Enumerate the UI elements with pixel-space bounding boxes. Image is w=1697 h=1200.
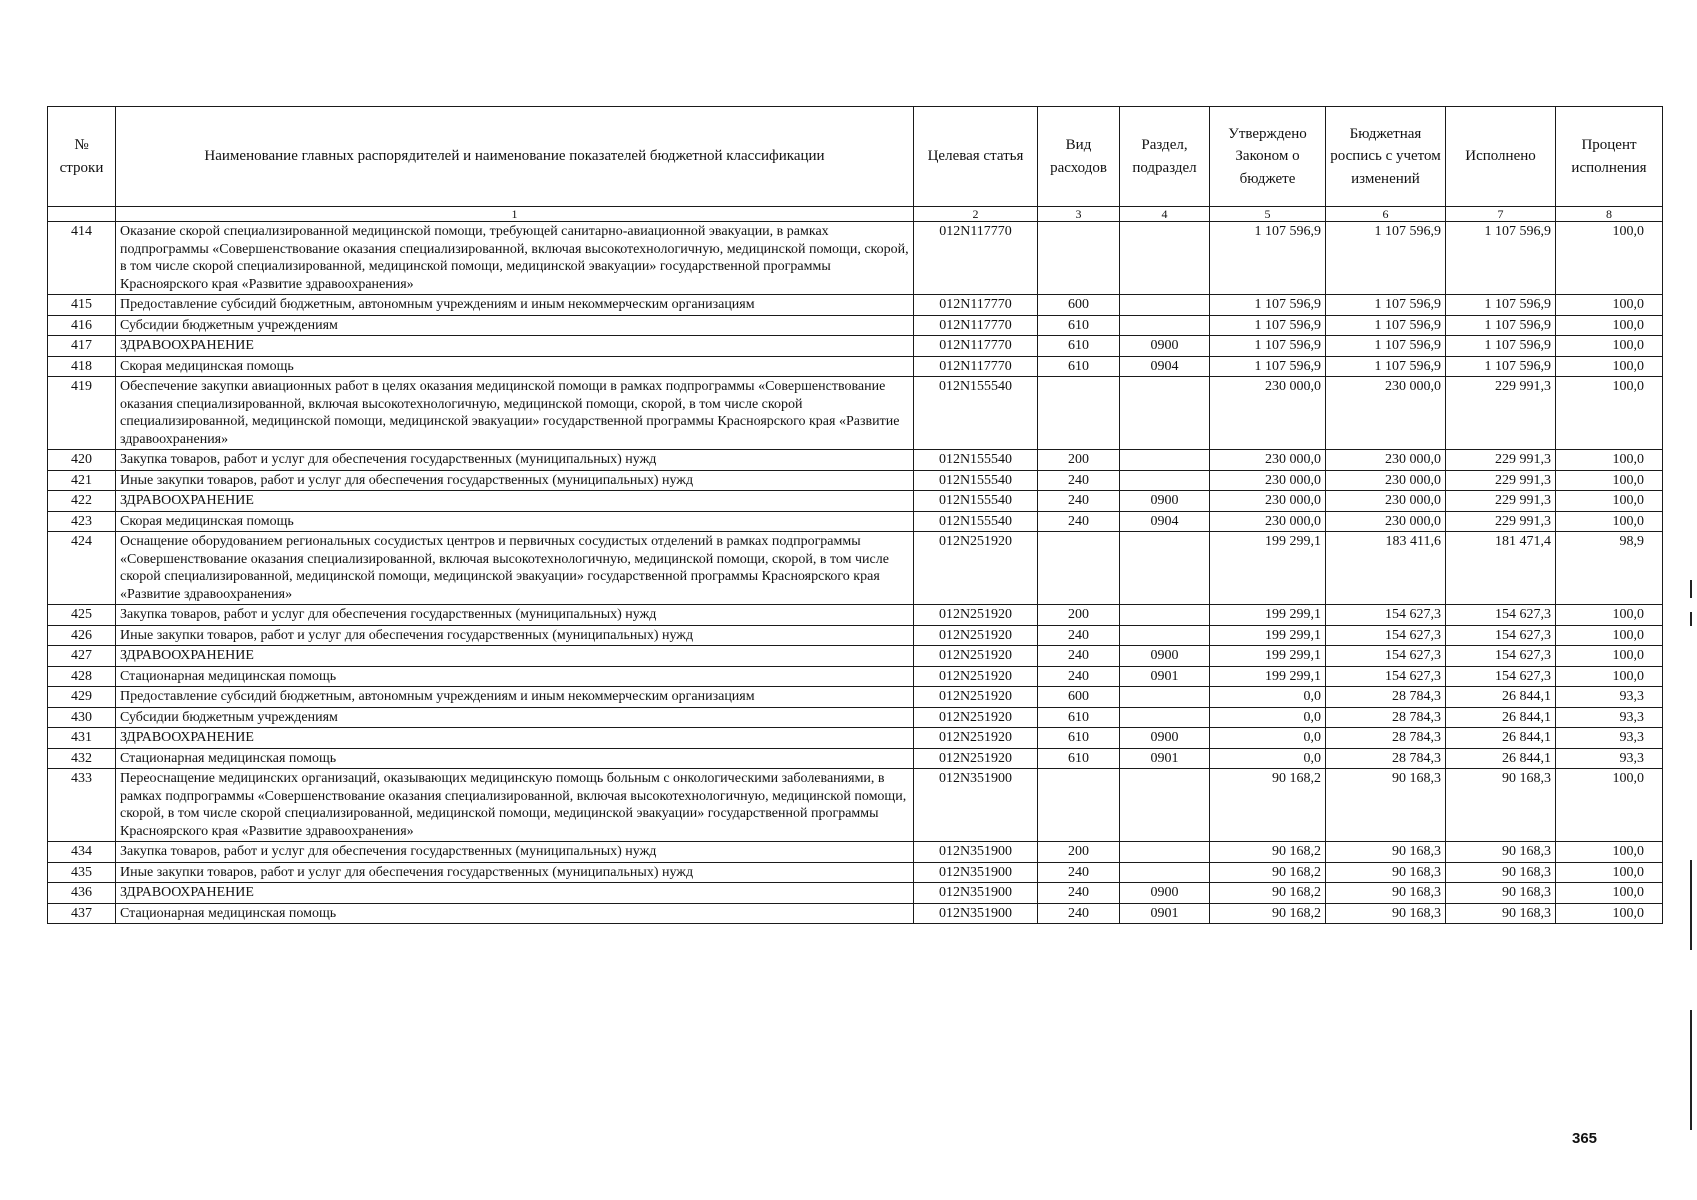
scan-edge-mark <box>1690 612 1692 626</box>
table-row <box>48 903 1663 924</box>
executed-amount: 229 991,3 <box>1446 511 1556 532</box>
execution-percent: 100,0 <box>1556 377 1663 450</box>
header-name: Наименование главных распорядителей и наименование показателей бюджетной классификации <box>116 107 914 207</box>
budget-schedule-amount: 230 000,0 <box>1326 450 1446 471</box>
row-number: 427 <box>48 646 116 667</box>
table-row <box>48 222 1663 295</box>
indicator-name: ЗДРАВООХРАНЕНИЕ <box>116 728 914 749</box>
table-row <box>48 707 1663 728</box>
approved-amount: 0,0 <box>1210 707 1326 728</box>
section-code: 0900 <box>1120 883 1210 904</box>
row-number: 435 <box>48 862 116 883</box>
row-number: 414 <box>48 222 116 295</box>
expense-type-code: 240 <box>1038 883 1120 904</box>
executed-amount: 1 107 596,9 <box>1446 315 1556 336</box>
row-number: 416 <box>48 315 116 336</box>
column-number: 5 <box>1210 207 1326 222</box>
expense-type-code: 610 <box>1038 748 1120 769</box>
execution-percent: 100,0 <box>1556 450 1663 471</box>
row-number: 424 <box>48 532 116 605</box>
target-article-code: 012N251920 <box>914 646 1038 667</box>
row-number: 423 <box>48 511 116 532</box>
expense-type-code: 240 <box>1038 646 1120 667</box>
executed-amount: 90 168,3 <box>1446 842 1556 863</box>
executed-amount: 154 627,3 <box>1446 605 1556 626</box>
executed-amount: 154 627,3 <box>1446 666 1556 687</box>
target-article-code: 012N251920 <box>914 625 1038 646</box>
target-article-code: 012N155540 <box>914 377 1038 450</box>
target-article-code: 012N155540 <box>914 511 1038 532</box>
execution-percent: 100,0 <box>1556 222 1663 295</box>
execution-percent: 100,0 <box>1556 605 1663 626</box>
executed-amount: 26 844,1 <box>1446 728 1556 749</box>
budget-schedule-amount: 230 000,0 <box>1326 491 1446 512</box>
column-number: 4 <box>1120 207 1210 222</box>
execution-percent: 100,0 <box>1556 769 1663 842</box>
row-number: 420 <box>48 450 116 471</box>
expense-type-code: 600 <box>1038 295 1120 316</box>
budget-schedule-amount: 154 627,3 <box>1326 646 1446 667</box>
expense-type-code: 200 <box>1038 450 1120 471</box>
expense-type-code: 240 <box>1038 491 1120 512</box>
table-row <box>48 356 1663 377</box>
table-row <box>48 769 1663 842</box>
table-row <box>48 687 1663 708</box>
budget-schedule-amount: 230 000,0 <box>1326 470 1446 491</box>
approved-amount: 0,0 <box>1210 728 1326 749</box>
row-number: 417 <box>48 336 116 357</box>
indicator-name: Иные закупки товаров, работ и услуг для обеспечения государственных (муниципальных) нужд <box>116 625 914 646</box>
indicator-name: Субсидии бюджетным учреждениям <box>116 315 914 336</box>
section-code <box>1120 625 1210 646</box>
approved-amount: 90 168,2 <box>1210 883 1326 904</box>
expense-type-code: 610 <box>1038 707 1120 728</box>
header-budget-schedule: Бюджетная роспись с учетом изменений <box>1326 107 1446 207</box>
approved-amount: 1 107 596,9 <box>1210 336 1326 357</box>
table-row <box>48 605 1663 626</box>
target-article-code: 012N117770 <box>914 315 1038 336</box>
executed-amount: 229 991,3 <box>1446 491 1556 512</box>
table-row <box>48 295 1663 316</box>
target-article-code: 012N251920 <box>914 605 1038 626</box>
expense-type-code <box>1038 532 1120 605</box>
budget-schedule-amount: 28 784,3 <box>1326 728 1446 749</box>
row-number: 434 <box>48 842 116 863</box>
executed-amount: 1 107 596,9 <box>1446 295 1556 316</box>
table-row <box>48 883 1663 904</box>
executed-amount: 26 844,1 <box>1446 748 1556 769</box>
approved-amount: 0,0 <box>1210 748 1326 769</box>
budget-schedule-amount: 1 107 596,9 <box>1326 315 1446 336</box>
section-code: 0900 <box>1120 491 1210 512</box>
execution-percent: 100,0 <box>1556 295 1663 316</box>
executed-amount: 26 844,1 <box>1446 707 1556 728</box>
executed-amount: 90 168,3 <box>1446 903 1556 924</box>
approved-amount: 199 299,1 <box>1210 666 1326 687</box>
execution-percent: 100,0 <box>1556 491 1663 512</box>
indicator-name: Оснащение оборудованием региональных сосудистых центров и первичных сосудистых отделений в рамках подпрограммы «Совершенствование оказания специализированной, включая высокотехнологичную, медицинской помощи, скорой, в том числе скорой специализированной, медицинской помощи, медицинской эвакуации» государственной программы Красноярского края «Развитие здравоохранения» <box>116 532 914 605</box>
target-article-code: 012N251920 <box>914 532 1038 605</box>
expense-type-code: 610 <box>1038 315 1120 336</box>
column-number: 6 <box>1326 207 1446 222</box>
target-article-code: 012N117770 <box>914 356 1038 377</box>
approved-amount: 230 000,0 <box>1210 377 1326 450</box>
target-article-code: 012N251920 <box>914 707 1038 728</box>
executed-amount: 26 844,1 <box>1446 687 1556 708</box>
header-row <box>48 107 1663 207</box>
executed-amount: 181 471,4 <box>1446 532 1556 605</box>
execution-percent: 100,0 <box>1556 903 1663 924</box>
page-number: 365 <box>1572 1130 1598 1147</box>
indicator-name: Предоставление субсидий бюджетным, автономным учреждениям и иным некоммерческим организациям <box>116 687 914 708</box>
approved-amount: 199 299,1 <box>1210 605 1326 626</box>
executed-amount: 1 107 596,9 <box>1446 222 1556 295</box>
table-row <box>48 470 1663 491</box>
indicator-name: Стационарная медицинская помощь <box>116 903 914 924</box>
execution-percent: 100,0 <box>1556 883 1663 904</box>
section-code <box>1120 842 1210 863</box>
target-article-code: 012N251920 <box>914 748 1038 769</box>
budget-schedule-amount: 90 168,3 <box>1326 769 1446 842</box>
row-number: 428 <box>48 666 116 687</box>
section-code <box>1120 532 1210 605</box>
approved-amount: 90 168,2 <box>1210 842 1326 863</box>
expense-type-code <box>1038 377 1120 450</box>
row-number: 422 <box>48 491 116 512</box>
indicator-name: Предоставление субсидий бюджетным, автономным учреждениям и иным некоммерческим организациям <box>116 295 914 316</box>
table-row <box>48 842 1663 863</box>
header-section: Раздел, подраздел <box>1120 107 1210 207</box>
execution-percent: 100,0 <box>1556 511 1663 532</box>
approved-amount: 0,0 <box>1210 687 1326 708</box>
indicator-name: Стационарная медицинская помощь <box>116 666 914 687</box>
column-number: 2 <box>914 207 1038 222</box>
section-code <box>1120 707 1210 728</box>
section-code: 0904 <box>1120 356 1210 377</box>
approved-amount: 1 107 596,9 <box>1210 222 1326 295</box>
table-row <box>48 377 1663 450</box>
row-number: 432 <box>48 748 116 769</box>
section-code: 0900 <box>1120 728 1210 749</box>
approved-amount: 90 168,2 <box>1210 903 1326 924</box>
execution-percent: 100,0 <box>1556 862 1663 883</box>
table-body <box>48 222 1663 924</box>
target-article-code: 012N155540 <box>914 450 1038 471</box>
approved-amount: 199 299,1 <box>1210 646 1326 667</box>
expense-type-code: 200 <box>1038 842 1120 863</box>
budget-schedule-amount: 154 627,3 <box>1326 605 1446 626</box>
target-article-code: 012N155540 <box>914 491 1038 512</box>
section-code: 0900 <box>1120 336 1210 357</box>
section-code <box>1120 470 1210 491</box>
section-code <box>1120 450 1210 471</box>
column-number: 3 <box>1038 207 1120 222</box>
indicator-name: Субсидии бюджетным учреждениям <box>116 707 914 728</box>
section-code <box>1120 687 1210 708</box>
indicator-name: ЗДРАВООХРАНЕНИЕ <box>116 336 914 357</box>
row-number: 418 <box>48 356 116 377</box>
row-number: 426 <box>48 625 116 646</box>
budget-schedule-amount: 90 168,3 <box>1326 903 1446 924</box>
header-approved: Утверждено Законом о бюджете <box>1210 107 1326 207</box>
target-article-code: 012N155540 <box>914 470 1038 491</box>
execution-percent: 93,3 <box>1556 748 1663 769</box>
execution-percent: 100,0 <box>1556 336 1663 357</box>
indicator-name: Оказание скорой специализированной медицинской помощи, требующей санитарно-авиационной эвакуации, в рамках подпрограммы «Совершенствование оказания специализированной, включая высокотехнологичную, медицинской помощи, скорой, в том числе скорой специализированной, медицинской помощи, медицинской эвакуации» государственной программы Красноярского края «Развитие здравоохранения» <box>116 222 914 295</box>
section-code <box>1120 222 1210 295</box>
budget-schedule-amount: 154 627,3 <box>1326 625 1446 646</box>
table-row <box>48 862 1663 883</box>
row-number: 415 <box>48 295 116 316</box>
scan-edge-mark <box>1690 860 1692 950</box>
header-executed: Исполнено <box>1446 107 1556 207</box>
scan-edge-mark <box>1690 1010 1692 1130</box>
section-code: 0900 <box>1120 646 1210 667</box>
expense-type-code: 240 <box>1038 666 1120 687</box>
target-article-code: 012N117770 <box>914 222 1038 295</box>
budget-schedule-amount: 154 627,3 <box>1326 666 1446 687</box>
table-row <box>48 491 1663 512</box>
header-percent: Процент исполнения <box>1556 107 1663 207</box>
column-number: 7 <box>1446 207 1556 222</box>
table-row <box>48 666 1663 687</box>
budget-schedule-amount: 28 784,3 <box>1326 687 1446 708</box>
table-row <box>48 450 1663 471</box>
scan-edge-mark <box>1690 580 1692 598</box>
execution-percent: 100,0 <box>1556 666 1663 687</box>
indicator-name: Иные закупки товаров, работ и услуг для обеспечения государственных (муниципальных) нужд <box>116 470 914 491</box>
target-article-code: 012N351900 <box>914 842 1038 863</box>
budget-schedule-amount: 1 107 596,9 <box>1326 336 1446 357</box>
executed-amount: 154 627,3 <box>1446 625 1556 646</box>
target-article-code: 012N251920 <box>914 687 1038 708</box>
row-number: 419 <box>48 377 116 450</box>
expense-type-code: 240 <box>1038 625 1120 646</box>
expense-type-code <box>1038 222 1120 295</box>
approved-amount: 1 107 596,9 <box>1210 315 1326 336</box>
approved-amount: 230 000,0 <box>1210 450 1326 471</box>
target-article-code: 012N351900 <box>914 903 1038 924</box>
budget-execution-table <box>47 106 1663 924</box>
execution-percent: 93,3 <box>1556 687 1663 708</box>
expense-type-code: 610 <box>1038 336 1120 357</box>
execution-percent: 100,0 <box>1556 842 1663 863</box>
expense-type-code: 610 <box>1038 728 1120 749</box>
expense-type-code: 610 <box>1038 356 1120 377</box>
row-number: 425 <box>48 605 116 626</box>
approved-amount: 90 168,2 <box>1210 862 1326 883</box>
executed-amount: 1 107 596,9 <box>1446 356 1556 377</box>
section-code <box>1120 769 1210 842</box>
execution-percent: 93,3 <box>1556 707 1663 728</box>
execution-percent: 100,0 <box>1556 646 1663 667</box>
table-header <box>48 107 1663 222</box>
indicator-name: Переоснащение медицинских организаций, оказывающих медицинскую помощь больным с онкологическими заболеваниями, в рамках подпрограммы «Совершенствование оказания специализированной, включая высокотехнологичную, медицинской помощи, скорой, в том числе скорой специализированной, медицинской помощи, медицинской эвакуации» государственной программы Красноярского края «Развитие здравоохранения» <box>116 769 914 842</box>
budget-schedule-amount: 90 168,3 <box>1326 842 1446 863</box>
expense-type-code: 240 <box>1038 903 1120 924</box>
execution-percent: 93,3 <box>1556 728 1663 749</box>
table-row <box>48 336 1663 357</box>
indicator-name: Иные закупки товаров, работ и услуг для обеспечения государственных (муниципальных) нужд <box>116 862 914 883</box>
approved-amount: 90 168,2 <box>1210 769 1326 842</box>
table-row <box>48 511 1663 532</box>
indicator-name: Закупка товаров, работ и услуг для обеспечения государственных (муниципальных) нужд <box>116 450 914 471</box>
budget-schedule-amount: 183 411,6 <box>1326 532 1446 605</box>
indicator-name: Обеспечение закупки авиационных работ в целях оказания медицинской помощи в рамках подпрограммы «Совершенствование оказания специализированной, включая высокотехнологичную, медицинской помощи, скорой, в том числе скорой специализированной, медицинской помощи, медицинской эвакуации» государственной программы Красноярского края «Развитие здравоохранения» <box>116 377 914 450</box>
execution-percent: 100,0 <box>1556 356 1663 377</box>
header-target-article: Целевая статья <box>914 107 1038 207</box>
executed-amount: 90 168,3 <box>1446 862 1556 883</box>
execution-percent: 100,0 <box>1556 470 1663 491</box>
expense-type-code: 600 <box>1038 687 1120 708</box>
executed-amount: 90 168,3 <box>1446 883 1556 904</box>
column-number: 1 <box>116 207 914 222</box>
budget-schedule-amount: 230 000,0 <box>1326 377 1446 450</box>
budget-schedule-amount: 1 107 596,9 <box>1326 222 1446 295</box>
column-number <box>48 207 116 222</box>
header-expense-type: Вид расходов <box>1038 107 1120 207</box>
budget-schedule-amount: 90 168,3 <box>1326 862 1446 883</box>
indicator-name: Закупка товаров, работ и услуг для обеспечения государственных (муниципальных) нужд <box>116 605 914 626</box>
column-number: 8 <box>1556 207 1663 222</box>
target-article-code: 012N251920 <box>914 666 1038 687</box>
section-code: 0904 <box>1120 511 1210 532</box>
budget-schedule-amount: 1 107 596,9 <box>1326 356 1446 377</box>
section-code <box>1120 377 1210 450</box>
approved-amount: 230 000,0 <box>1210 491 1326 512</box>
executed-amount: 229 991,3 <box>1446 377 1556 450</box>
row-number: 437 <box>48 903 116 924</box>
row-number: 421 <box>48 470 116 491</box>
approved-amount: 230 000,0 <box>1210 470 1326 491</box>
budget-schedule-amount: 90 168,3 <box>1326 883 1446 904</box>
target-article-code: 012N351900 <box>914 769 1038 842</box>
budget-schedule-amount: 230 000,0 <box>1326 511 1446 532</box>
row-number: 433 <box>48 769 116 842</box>
target-article-code: 012N251920 <box>914 728 1038 749</box>
approved-amount: 1 107 596,9 <box>1210 356 1326 377</box>
section-code <box>1120 605 1210 626</box>
target-article-code: 012N351900 <box>914 883 1038 904</box>
indicator-name: ЗДРАВООХРАНЕНИЕ <box>116 883 914 904</box>
executed-amount: 90 168,3 <box>1446 769 1556 842</box>
row-number: 436 <box>48 883 116 904</box>
row-number: 429 <box>48 687 116 708</box>
table-row <box>48 315 1663 336</box>
row-number: 431 <box>48 728 116 749</box>
expense-type-code: 200 <box>1038 605 1120 626</box>
budget-schedule-amount: 28 784,3 <box>1326 748 1446 769</box>
indicator-name: Скорая медицинская помощь <box>116 356 914 377</box>
execution-percent: 100,0 <box>1556 315 1663 336</box>
target-article-code: 012N117770 <box>914 336 1038 357</box>
indicator-name: ЗДРАВООХРАНЕНИЕ <box>116 491 914 512</box>
table-row <box>48 625 1663 646</box>
expense-type-code: 240 <box>1038 511 1120 532</box>
section-code <box>1120 295 1210 316</box>
approved-amount: 199 299,1 <box>1210 532 1326 605</box>
approved-amount: 230 000,0 <box>1210 511 1326 532</box>
approved-amount: 199 299,1 <box>1210 625 1326 646</box>
expense-type-code: 240 <box>1038 862 1120 883</box>
section-code: 0901 <box>1120 748 1210 769</box>
executed-amount: 229 991,3 <box>1446 450 1556 471</box>
row-number: 430 <box>48 707 116 728</box>
table-row <box>48 728 1663 749</box>
table-row <box>48 646 1663 667</box>
target-article-code: 012N351900 <box>914 862 1038 883</box>
budget-schedule-amount: 1 107 596,9 <box>1326 295 1446 316</box>
expense-type-code <box>1038 769 1120 842</box>
indicator-name: ЗДРАВООХРАНЕНИЕ <box>116 646 914 667</box>
indicator-name: Закупка товаров, работ и услуг для обеспечения государственных (муниципальных) нужд <box>116 842 914 863</box>
table-row <box>48 532 1663 605</box>
execution-percent: 100,0 <box>1556 625 1663 646</box>
indicator-name: Стационарная медицинская помощь <box>116 748 914 769</box>
executed-amount: 1 107 596,9 <box>1446 336 1556 357</box>
table-row <box>48 748 1663 769</box>
indicator-name: Скорая медицинская помощь <box>116 511 914 532</box>
budget-schedule-amount: 28 784,3 <box>1326 707 1446 728</box>
target-article-code: 012N117770 <box>914 295 1038 316</box>
expense-type-code: 240 <box>1038 470 1120 491</box>
executed-amount: 229 991,3 <box>1446 470 1556 491</box>
column-number-row <box>48 207 1663 222</box>
section-code: 0901 <box>1120 666 1210 687</box>
execution-percent: 98,9 <box>1556 532 1663 605</box>
section-code: 0901 <box>1120 903 1210 924</box>
executed-amount: 154 627,3 <box>1446 646 1556 667</box>
section-code <box>1120 315 1210 336</box>
section-code <box>1120 862 1210 883</box>
approved-amount: 1 107 596,9 <box>1210 295 1326 316</box>
header-row-number: № строки <box>48 107 116 207</box>
